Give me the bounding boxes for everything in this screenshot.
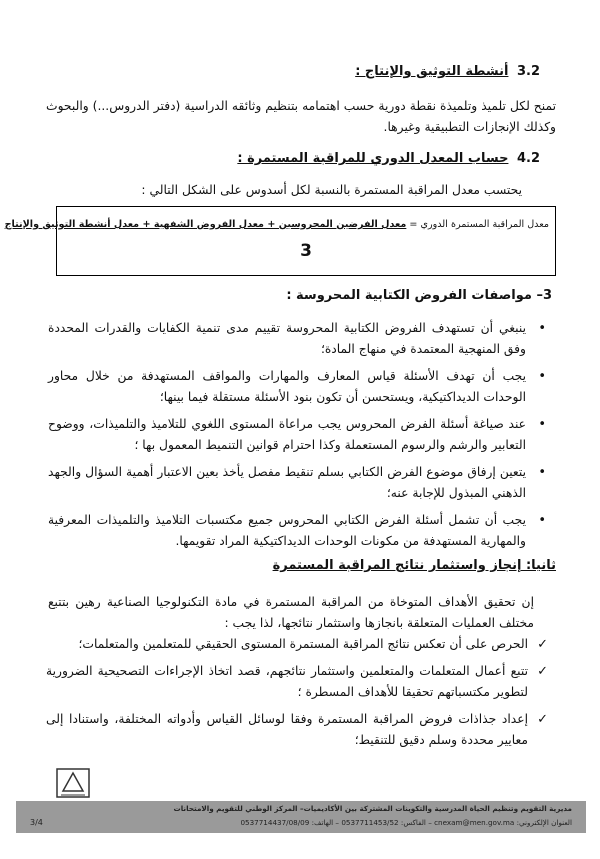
formula-label: معدل المراقبة المستمرة الدوري = (409, 219, 549, 230)
section-2-heading: ثانيا: إنجاز واستثمار نتائج المراقبة المستمرة (272, 558, 556, 573)
list-item (46, 709, 550, 751)
section-4-2-text: يحتسب معدل المراقبة المستمرة بالنسبة لكل أسدوس على الشكل التالي : (141, 183, 522, 197)
list-item (48, 414, 548, 456)
ministry-logo-icon (53, 767, 93, 801)
list-item-text: إعداد جذاذات فروض المراقبة المستمرة وفقا لوسائل القياس وأدواته المختلفة، واستنادا إلى معايير محددة وسلم دقيق للتنقيط؛ (46, 712, 528, 747)
section-title: حساب المعدل الدوري للمراقبة المستمرة : (237, 151, 509, 166)
section-3-heading: 3– مواصفات الفروض الكتابية المحروسة : (286, 288, 552, 303)
section-3-2-heading (355, 64, 540, 79)
check-icon: ✓ (537, 712, 548, 727)
list-item-text: يجب أن تهدف الأسئلة قياس المعارف والمهارات والمواقف المستهدفة من خلال محاور الوحدات الديداكتيكية، ويستحسن أن تكون بنود الأسئلة مستقلة فيما بينها؛ (48, 369, 526, 404)
section-number: 3.2 (516, 64, 540, 79)
section-2-intro: إن تحقيق الأهداف المتوخاة من المراقبة المستمرة في مادة التكنولوجيا الصناعية رهين بتتبع مختلف العمليات المتعلقة بانجازها واستثمار نتائجها، لذا يجب : (48, 595, 534, 630)
section-number: 4.2 (516, 151, 540, 166)
check-icon: ✓ (537, 637, 548, 652)
bullet-icon: • (538, 321, 546, 336)
formula-box (4, 206, 556, 276)
footer-band (16, 801, 586, 833)
footer-institution: مديرية التقويم وتنظيم الحياة المدرسية والتكوينات المشتركة بين الأكاديميات– المركز الوطني للتقويم والامتحانات (173, 804, 572, 813)
list-item (48, 318, 548, 360)
formula-numerator-line (5, 219, 549, 230)
section-3-2-text: تمنح لكل تلميذ وتلميذة نقطة دورية حسب اهتمامه بتنظيم وثائقه الدراسية (دفتر الدروس...) والبحوث وكذلك الإنجازات التطبيقية وغيرها. (46, 99, 556, 134)
page-number: 3/4 (30, 818, 43, 827)
list-item-text: الحرص على أن تعكس نتائج المراقبة المستمرة المستوى الحقيقي للمتعلمين والمتعلمات؛ (78, 637, 528, 651)
section-3-bullets (48, 318, 548, 558)
list-item (48, 366, 548, 408)
bullet-icon: • (538, 369, 546, 384)
check-icon: ✓ (537, 664, 548, 679)
list-item (48, 510, 548, 552)
footer-contact: العنوان الإلكتروني: cnexam@men.gov.ma – الفاكس: 0537711453/52 – الهاتف: 0537714437/08/09 (240, 818, 572, 827)
list-item-text: تتبع أعمال المتعلمات والمتعلمين واستثمار نتائجهم، قصد اتخاذ الإجراءات التصحيحية الضرورية لتطوير مكتسباتهم تحقيقا للأهداف المسطرة ؛ (46, 664, 528, 699)
formula-numerator: معدل الفرضين المحروسين + معدل الفروض الشفهية + معدل أنشطة التوثيق والإنتاج (4, 219, 407, 230)
section-2-checks (46, 634, 550, 757)
list-item-text: يجب أن تشمل أسئلة الفرض الكتابي المحروس جميع مكتسبات التلاميذ والتلميذات المعرفية والمهارية المستهدفة من مكونات الوحدات الديداكتيكية المراد تقويمها. (48, 513, 526, 548)
section-4-2-heading (237, 151, 540, 166)
list-item-text: عند صياغة أسئلة الفرض المحروس يجب مراعاة المستوى اللغوي للتلاميذ والتلميذات، ووضوح التعابير والرشم والرسوم المستعملة وكذا احترام قوانين التنميط المعمول بها ؛ (48, 417, 526, 452)
list-item (46, 661, 550, 703)
bullet-icon: • (538, 465, 546, 480)
list-item-text: ينبغي أن تستهدف الفروض الكتابية المحروسة تقييم مدى تنمية الكفايات والقدرات المحددة وفق المنهجية المعتمدة في منهاج المادة؛ (48, 321, 526, 356)
list-item (48, 462, 548, 504)
list-item-text: يتعين إرفاق موضوع الفرض الكتابي بسلم تنقيط مفصل يأخذ بعين الاعتبار أهمية السؤال والجهد الذهني المبذول للإجابة عنه؛ (48, 465, 526, 500)
list-item (46, 634, 550, 655)
bullet-icon: • (538, 417, 546, 432)
section-title: أنشطة التوثيق والإنتاج : (355, 64, 509, 79)
bullet-icon: • (538, 513, 546, 528)
formula-denominator: 3 (300, 241, 312, 261)
